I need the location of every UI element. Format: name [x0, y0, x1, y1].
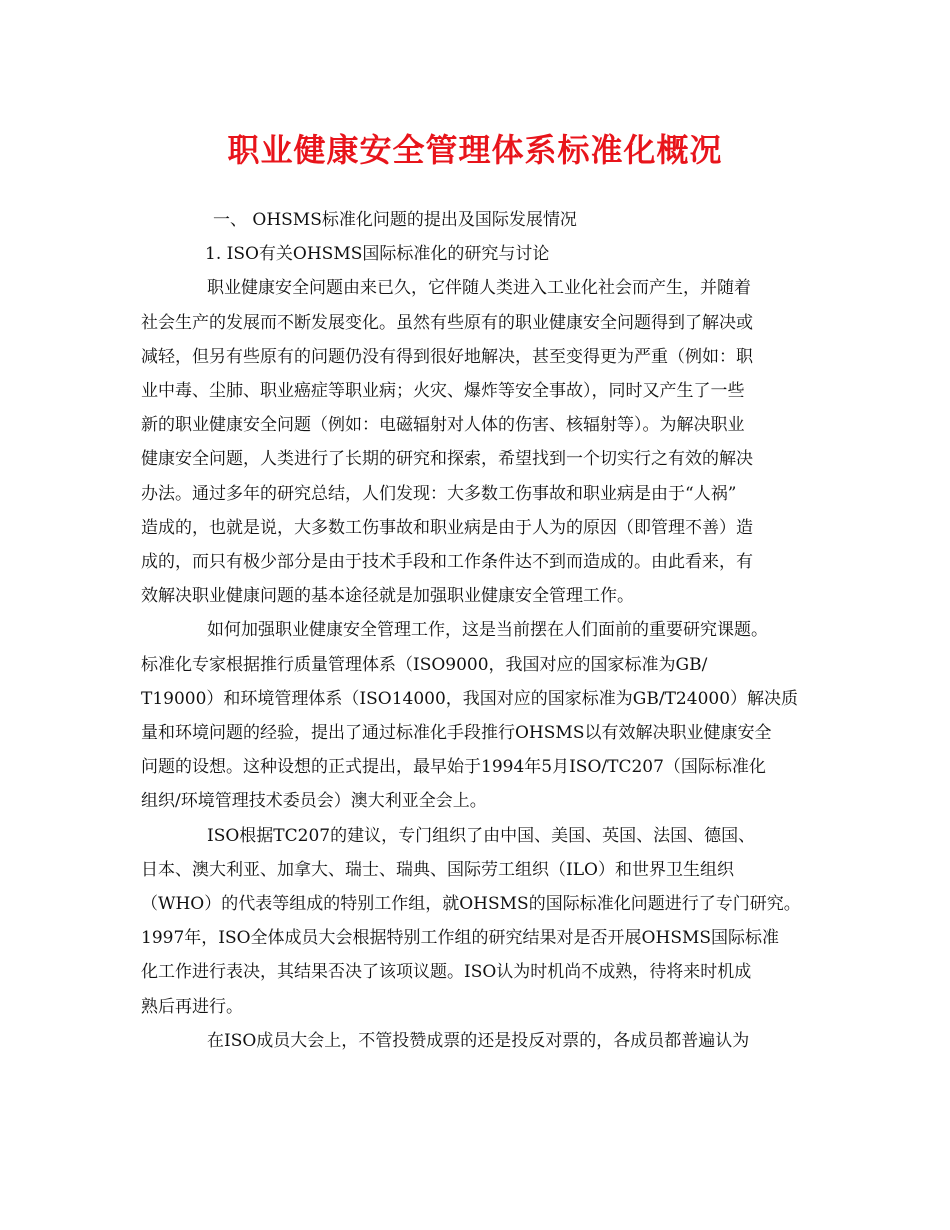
paragraph-line: 健康安全问题，人类进行了长期的研究和探索，希望找到一个切实行之有效的解决	[141, 449, 753, 470]
paragraph-3	[141, 819, 811, 1024]
paragraph-line: 职业健康安全问题由来已久，它伴随人类进入工业化社会而产生，并随着	[207, 278, 751, 299]
paragraph-1	[141, 271, 811, 613]
paragraph-line: 标准化专家根据推行质量管理体系（ISO9000，我国对应的国家标准为GB/	[141, 654, 708, 675]
paragraph-line: 成的，而只有极少部分是由于技术手段和工作条件达不到而造成的。由此看来，有	[141, 552, 753, 573]
paragraph-line: 日本、澳大利亚、加拿大、瑞士、瑞典、国际劳工组织（ILO）和世界卫生组织	[141, 859, 734, 880]
document-body	[141, 203, 811, 1058]
paragraph-line: 问题的设想。这种设想的正式提出，最早始于1994年5月ISO/TC207（国际标准化	[141, 757, 766, 778]
paragraph-4	[141, 1024, 811, 1058]
paragraph-line: ISO根据TC207的建议，专门组织了由中国、美国、英国、法国、德国、	[207, 825, 756, 846]
paragraph-line: 业中毒、尘肺、职业癌症等职业病；火灾、爆炸等安全事故），同时又产生了一些	[141, 381, 745, 402]
paragraph-line: 组织/环境管理技术委员会）澳大利亚全会上。	[141, 791, 487, 812]
paragraph-line: 造成的，也就是说，大多数工伤事故和职业病是由于人为的原因（即管理不善）造	[141, 517, 753, 538]
paragraph-line: 1997年，ISO全体成员大会根据特别工作组的研究结果对是否开展OHSMS国际标准	[141, 928, 780, 949]
paragraph-line: 办法。通过多年的研究总结，人们发现：大多数工伤事故和职业病是由于“人祸”	[141, 483, 737, 504]
paragraph-line: 新的职业健康安全问题（例如：电磁辐射对人体的伤害、核辐射等）。为解决职业	[141, 415, 745, 436]
section-heading: 一、 OHSMS标准化问题的提出及国际发展情况	[213, 210, 577, 230]
paragraph-line: 在ISO成员大会上，不管投赞成票的还是投反对票的，各成员都普遍认为	[207, 1030, 750, 1051]
document-title: 职业健康安全管理体系标准化概况	[227, 131, 723, 169]
paragraph-line: 社会生产的发展而不断发展变化。虽然有些原有的职业健康安全问题得到了解决或	[141, 312, 753, 333]
paragraph-2	[141, 613, 811, 818]
paragraph-line: 效解决职业健康问题的基本途径就是加强职业健康安全管理工作。	[141, 586, 634, 607]
subsection-heading: 1. ISO有关OHSMS国际标准化的研究与讨论	[205, 244, 550, 265]
paragraph-line: （WHO）的代表等组成的特别工作组，就OHSMS的国际标准化问题进行了专门研究。	[141, 894, 801, 915]
paragraph-line: 量和环境问题的经验，提出了通过标准化手段推行OHSMS以有效解决职业健康安全	[141, 723, 772, 744]
paragraph-line: 减轻，但另有些原有的问题仍没有得到很好地解决，甚至变得更为严重（例如：职	[141, 346, 753, 367]
paragraph-line: T19000）和环境管理体系（ISO14000，我国对应的国家标准为GB/T24000）解决质	[141, 688, 799, 709]
paragraph-line: 化工作进行表决，其结果否决了该项议题。ISO认为时机尚不成熟，待将来时机成	[141, 962, 752, 983]
paragraph-line: 如何加强职业健康安全管理工作，这是当前摆在人们面前的重要研究课题。	[207, 620, 768, 641]
paragraph-line: 熟后再进行。	[141, 996, 243, 1017]
